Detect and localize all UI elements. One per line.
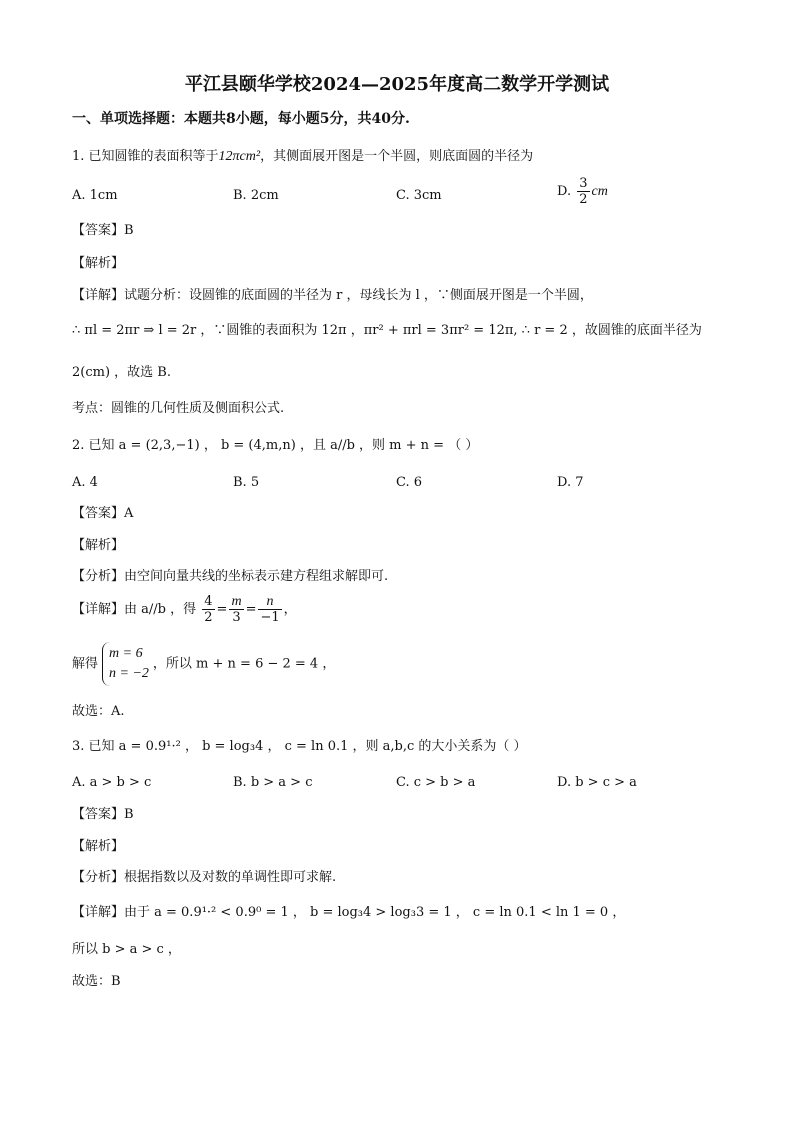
q3-choose: 故选：B [72,974,121,989]
q3-fenxi: 【分析】根据指数以及对数的单调性即可求解. [72,870,337,885]
question-1-stem [72,148,533,166]
q3-so: 所以 b > a > c ， [72,942,181,957]
q1-option-c: C. 3cm [396,188,442,203]
question-2-stem: 2. 已知 a = (2,3,−1) ， b = (4,m,n) ，且 a//b ，则 m + n = （ ） [72,438,479,453]
fraction-denominator: −1 [260,610,280,625]
system-line-2: n = −2 [109,666,149,681]
q1-option-d-unit: cm [591,184,608,199]
q1-option-b: B. 2cm [233,188,279,203]
q2-solve-suffix: ，所以 m + n = 6 − 2 = 4 ， [152,656,336,672]
page-title: 平江县颐华学校2024—2025年度高二数学开学测试 [184,74,610,95]
q1-detail-line-1: 【详解】试题分析：设圆锥的底面圆的半径为 r ，母线长为 l ，∵侧面展开图是一个半圆， [72,288,593,303]
q2-equation-system [102,642,149,686]
q3-option-d: D. b > c > a [557,775,637,790]
q2-solve-prefix: 解得 [72,656,99,672]
q2-choose: 故选：A. [72,704,125,719]
fraction-denominator: 3 [232,610,241,625]
q2-option-c: C. 6 [396,475,423,490]
section-heading: 一、单项选择题：本题共8小题，每小题5分，共40分. [72,111,410,127]
fraction-numerator: m [231,594,242,609]
q1-stem-text-2: ，其侧面展开图是一个半圆，则底面圆的半径为 [260,149,534,164]
q3-option-a: A. a > b > c [72,775,152,790]
fraction-numerator: 4 [204,594,213,609]
q1-stem-text: 1. 已知圆锥的表面积等于 [72,149,219,164]
q1-answer: 【答案】B [72,223,134,238]
q1-detail-line-3: 2(cm) ，故选 B. [72,365,171,380]
q3-detail: 【详解】由于 a = 0.9¹·² < 0.9⁰ = 1 ， b = log₃4 > log₃3 = 1 ， c = ln 0.1 < ln 1 = 0 ， [72,905,626,920]
q2-solve [72,642,335,686]
q3-analysis-heading: 【解析】 [72,839,125,854]
q2-detail: 【详解】由 a//b ，得 $\frac{4}{2}$ = $\frac{m}{3}$ = $\frac{n}{-1}$ ， [72,594,297,625]
q2-fraction-2 [229,594,243,625]
q1-option-d [557,176,608,207]
q3-option-b: B. b > a > c [233,775,313,790]
q1-option-d-label: D. [557,184,572,199]
q2-answer: 【答案】A [72,506,134,521]
question-3-stem: 3. 已知 a = 0.9¹·² ， b = log₃4 ， c = ln 0.1 ，则 a,b,c 的大小关系为（ ） [72,739,527,754]
q2-analysis-heading: 【解析】 [72,538,125,553]
q1-note: 考点：圆锥的几何性质及侧面积公式. [72,401,285,416]
system-line-1: m = 6 [109,646,143,661]
q1-stem-math: 12πcm² [218,149,261,164]
q3-option-c: C. c > b > a [396,775,476,790]
fraction-denominator: 2 [579,192,588,207]
q2-fenxi: 【分析】由空间向量共线的坐标表示建方程组求解即可. [72,569,389,584]
q2-option-b: B. 5 [233,475,260,490]
q2-detail-prefix: 【详解】由 a//b ，得 [72,602,197,617]
q2-fraction-1 [202,594,214,625]
fraction-numerator: n [258,594,281,610]
q2-option-a: A. 4 [72,475,98,490]
q2-fraction-3 [258,594,281,625]
fraction-numerator: 3 [579,176,588,191]
q1-option-d-fraction [577,176,589,207]
q1-detail-line-2: ∴ πl = 2πr ⇒ l = 2r ，∵圆锥的表面积为 12π ，πr² + πrl = 3πr² = 12π, ∴ r = 2 ，故圆锥的底面半径为 [72,323,702,338]
q3-answer: 【答案】B [72,807,134,822]
q1-analysis-heading: 【解析】 [72,256,125,271]
q1-option-a: A. 1cm [72,188,118,203]
q2-option-d: D. 7 [557,475,584,490]
fraction-denominator: 2 [204,610,213,625]
